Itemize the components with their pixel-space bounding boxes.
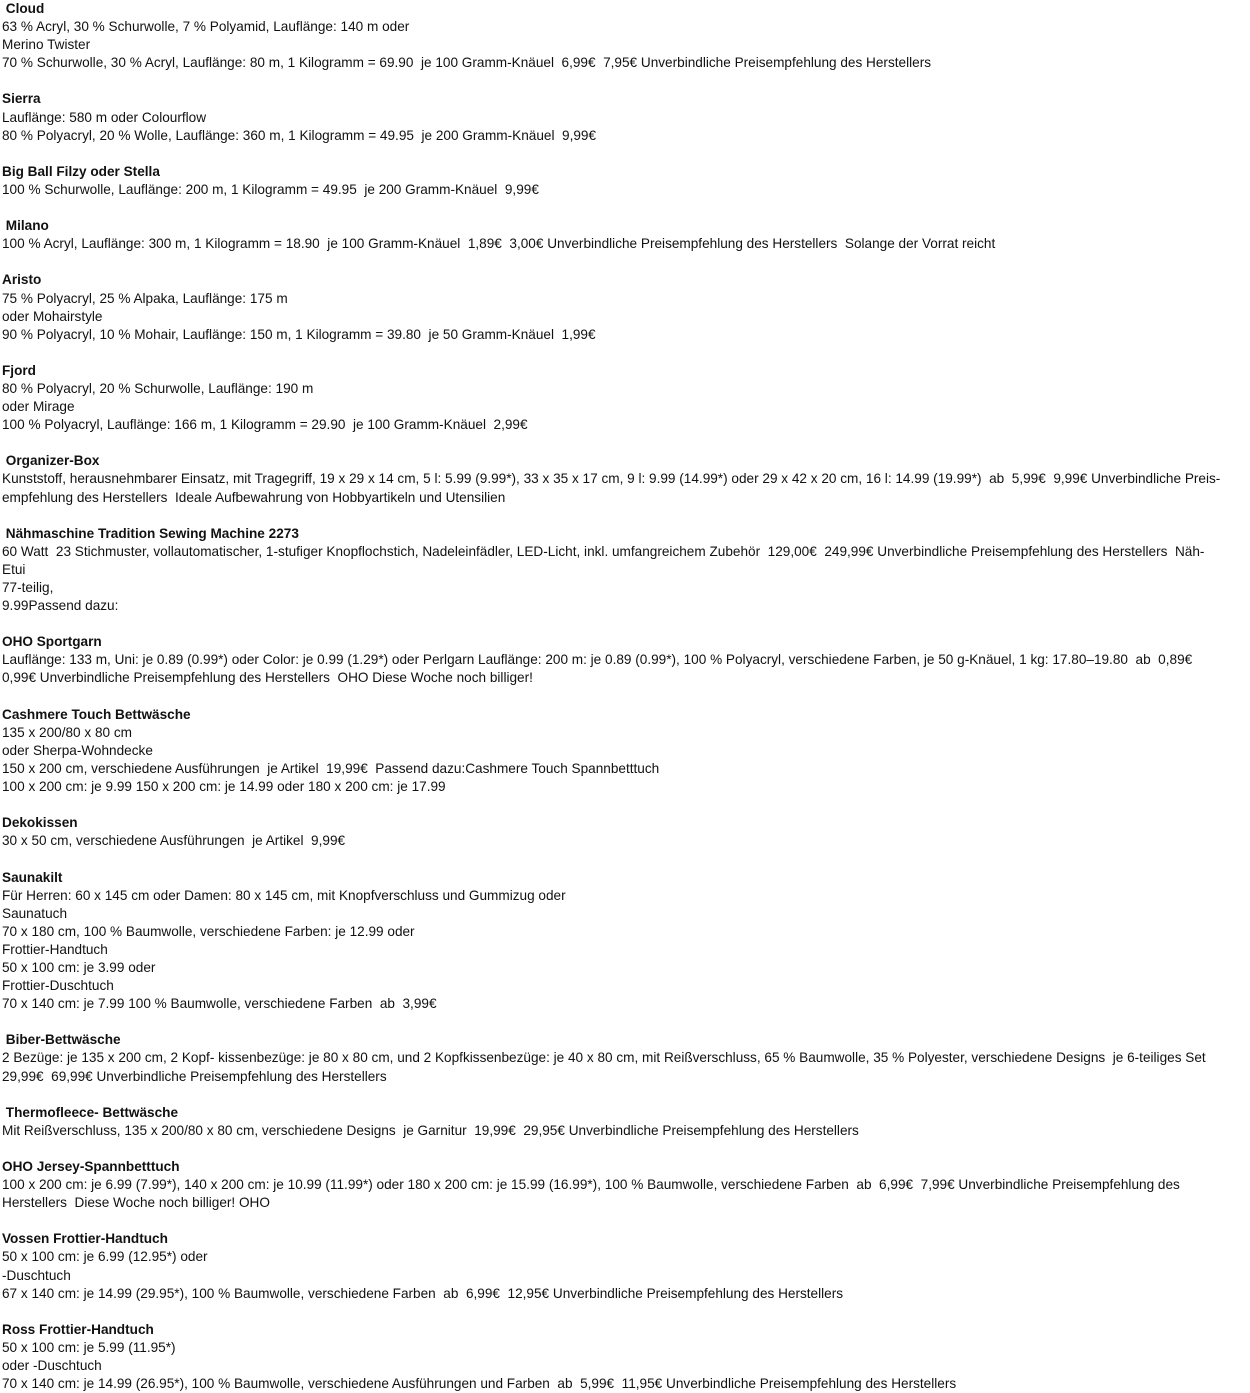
product-detail-line: empfehlung des Herstellers Ideale Aufbewahrung von Hobbyartikeln und Utensilien: [2, 489, 506, 505]
product-entry: [2, 90, 1248, 144]
product-detail-line: 100 % Polyacryl, Lauflänge: 166 m, 1 Kilogramm = 29.90 je 100 Gramm-Knäuel 2,99€: [2, 417, 528, 433]
product-entry: [2, 525, 1248, 615]
product-detail-line: -Duschtuch: [2, 1267, 71, 1283]
product-title: Cloud: [2, 1, 45, 16]
product-detail-line: 0,99€ Unverbindliche Preisempfehlung des Herstellers OHO Diese Woche noch billiger!: [2, 670, 533, 686]
product-title: Ross Frottier-Handtuch: [2, 1321, 154, 1337]
product-detail-line: 70 x 140 cm: je 7.99 100 % Baumwolle, verschiedene Farben ab 3,99€: [2, 996, 437, 1012]
product-detail-line: 70 x 140 cm: je 14.99 (26.95*), 100 % Baumwolle, verschiedene Ausführungen und Farben ab 5,99€ 11,95€ Unverbindliche Preisempfehlung des Herstellers: [2, 1376, 957, 1392]
product-entry: [2, 1104, 1248, 1140]
product-detail-line: 70 % Schurwolle, 30 % Acryl, Lauflänge: 80 m, 1 Kilogramm = 69.90 je 100 Gramm-Knäuel 6,99€ 7,95€ Unverbindliche Preisempfehlung des Herstellers: [2, 55, 932, 71]
product-title: Aristo: [2, 272, 42, 288]
product-detail-line: 60 Watt 23 Stichmuster, vollautomatischer, 1-stufiger Knopflochstich, Nadeleinfädler, LED-Licht, inkl. umfangreichem Zubehör 129,00€ 249,99€ Unverbindliche Preisempfehlung des Herstellers Näh-: [2, 543, 1205, 559]
product-detail-line: 135 x 200/80 x 80 cm: [2, 724, 132, 740]
product-entry: [2, 452, 1248, 506]
product-detail-line: 77-teilig,: [2, 580, 54, 595]
product-title: Saunakilt: [2, 869, 63, 885]
product-detail-line: oder Mirage: [2, 399, 75, 415]
product-detail-line: Mit Reißverschluss, 135 x 200/80 x 80 cm, verschiedene Designs je Garnitur 19,99€ 29,95€ Unverbindliche Preisempfehlung des Herstellers: [2, 1122, 859, 1138]
product-detail-line: Lauflänge: 580 m oder Colourflow: [2, 109, 207, 125]
product-detail-line: 100 x 200 cm: je 9.99 150 x 200 cm: je 14.99 oder 180 x 200 cm: je 17.99: [2, 779, 446, 795]
product-entry: [2, 362, 1248, 434]
product-title: Thermofleece- Bettwäsche: [2, 1104, 179, 1120]
product-entry: [2, 814, 1248, 850]
product-detail-line: 50 x 100 cm: je 5.99 (11.95*): [2, 1339, 176, 1355]
product-detail-line: 2 Bezüge: je 135 x 200 cm, 2 Kopf- kissenbezüge: je 80 x 80 cm, und 2 Kopfkissenbezüge: je 40 x 80 cm, mit Reißverschluss, 65 % Baumwolle, 35 % Polyester, verschiedene Designs je 6-teiliges Set: [2, 1050, 1206, 1066]
product-detail-line: 63 % Acryl, 30 % Schurwolle, 7 % Polyamid, Lauflänge: 140 m oder: [2, 19, 410, 35]
product-detail-line: 100 % Acryl, Lauflänge: 300 m, 1 Kilogramm = 18.90 je 100 Gramm-Knäuel 1,89€ 3,00€ Unverbindliche Preisempfehlung des Herstellers Solange der Vorrat reicht: [2, 236, 996, 252]
product-title: Vossen Frottier-Handtuch: [2, 1231, 168, 1247]
product-title: Big Ball Filzy oder Stella: [2, 163, 160, 179]
product-detail-line: Merino Twister: [2, 37, 91, 53]
product-title: Biber-Bettwäsche: [2, 1032, 121, 1048]
product-detail-line: Kunststoff, herausnehmbarer Einsatz, mit Tragegriff, 19 x 29 x 14 cm, 5 l: 5.99 (9.99*), 33 x 35 x 17 cm, 9 l: 9.99 (14.99*) oder 29 x 42 x 20 cm, 16 l: 14.99 (19.99*) ab 5,99€ 9,99€ Unverbindliche Preis-: [2, 471, 1221, 487]
product-detail-line: 50 x 100 cm: je 3.99 oder: [2, 959, 156, 975]
product-entry: [2, 217, 1248, 253]
product-detail-line: Frottier-Handtuch: [2, 941, 108, 957]
product-title: Cashmere Touch Bettwäsche: [2, 706, 191, 722]
product-detail-line: 50 x 100 cm: je 6.99 (12.95*) oder: [2, 1249, 208, 1265]
product-detail-line: 29,99€ 69,99€ Unverbindliche Preisempfehlung des Herstellers: [2, 1068, 387, 1084]
product-detail-line: 9.99Passend dazu:: [2, 598, 119, 614]
product-detail-line: Herstellers Diese Woche noch billiger! OHO: [2, 1195, 270, 1211]
product-entry: [2, 869, 1248, 1014]
product-detail-line: 75 % Polyacryl, 25 % Alpaka, Lauflänge: 175 m: [2, 290, 288, 306]
product-entry: [2, 271, 1248, 343]
product-detail-line: oder -Duschtuch: [2, 1358, 102, 1374]
product-entry: [2, 163, 1248, 199]
product-detail-line: 30 x 50 cm, verschiedene Ausführungen je Artikel 9,99€: [2, 833, 346, 849]
product-detail-line: 90 % Polyacryl, 10 % Mohair, Lauflänge: 150 m, 1 Kilogramm = 39.80 je 50 Gramm-Knäuel 1,99€: [2, 326, 596, 342]
product-detail-line: 100 % Schurwolle, Lauflänge: 200 m, 1 Kilogramm = 49.95 je 200 Gramm-Knäuel 9,99€: [2, 181, 539, 197]
product-detail-line: 150 x 200 cm, verschiedene Ausführungen je Artikel 19,99€ Passend dazu:Cashmere Touch Spannbetttuch: [2, 760, 660, 776]
product-title: OHO Sportgarn: [2, 634, 102, 650]
product-detail-line: oder Mohairstyle: [2, 308, 103, 324]
product-entry: [2, 0, 1248, 72]
product-title: OHO Jersey-Spannbetttuch: [2, 1159, 180, 1174]
product-detail-line: Etui: [2, 561, 26, 577]
product-title: Milano: [2, 218, 49, 234]
product-detail-line: oder Sherpa-Wohndecke: [2, 742, 153, 758]
product-title: Sierra: [2, 91, 41, 107]
product-detail-line: 80 % Polyacryl, 20 % Schurwolle, Lauflänge: 190 m: [2, 380, 314, 396]
product-entry: [2, 633, 1248, 687]
product-detail-line: 100 x 200 cm: je 6.99 (7.99*), 140 x 200 cm: je 10.99 (11.99*) oder 180 x 200 cm: je 15.99 (16.99*), 100 % Baumwolle, verschiedene Farben ab 6,99€ 7,99€ Unverbindliche Preisempfehlung des: [2, 1177, 1180, 1193]
product-entry: [2, 1158, 1248, 1212]
product-entry: [2, 706, 1248, 796]
product-title: Organizer-Box: [2, 453, 100, 469]
product-entry: [2, 1321, 1248, 1393]
product-detail-line: Saunatuch: [2, 905, 68, 921]
product-detail-line: 80 % Polyacryl, 20 % Wolle, Lauflänge: 360 m, 1 Kilogramm = 49.95 je 200 Gramm-Knäuel 9,99€: [2, 127, 597, 143]
product-entry: [2, 1230, 1248, 1302]
product-detail-line: Frottier-Duschtuch: [2, 978, 114, 994]
product-detail-line: 70 x 180 cm, 100 % Baumwolle, verschiedene Farben: je 12.99 oder: [2, 923, 415, 939]
product-title: Dekokissen: [2, 815, 78, 831]
product-detail-line: 67 x 140 cm: je 14.99 (29.95*), 100 % Baumwolle, verschiedene Farben ab 6,99€ 12,95€ Unverbindliche Preisempfehlung des Herstellers: [2, 1285, 844, 1301]
product-detail-line: Lauflänge: 133 m, Uni: je 0.89 (0.99*) oder Color: je 0.99 (1.29*) oder Perlgarn Lauflänge: 200 m: je 0.89 (0.99*), 100 % Polyacryl, verschiedene Farben, je 50 g-Knäuel, 1 kg: 17.80–19.80 ab 0,89€: [2, 652, 1193, 668]
product-title: Fjord: [2, 362, 36, 378]
product-detail-line: Für Herren: 60 x 145 cm oder Damen: 80 x 145 cm, mit Knopfverschluss und Gummizug oder: [2, 887, 566, 903]
product-title: Nähmaschine Tradition Sewing Machine 2273: [2, 525, 299, 541]
product-entry: [2, 1031, 1248, 1085]
